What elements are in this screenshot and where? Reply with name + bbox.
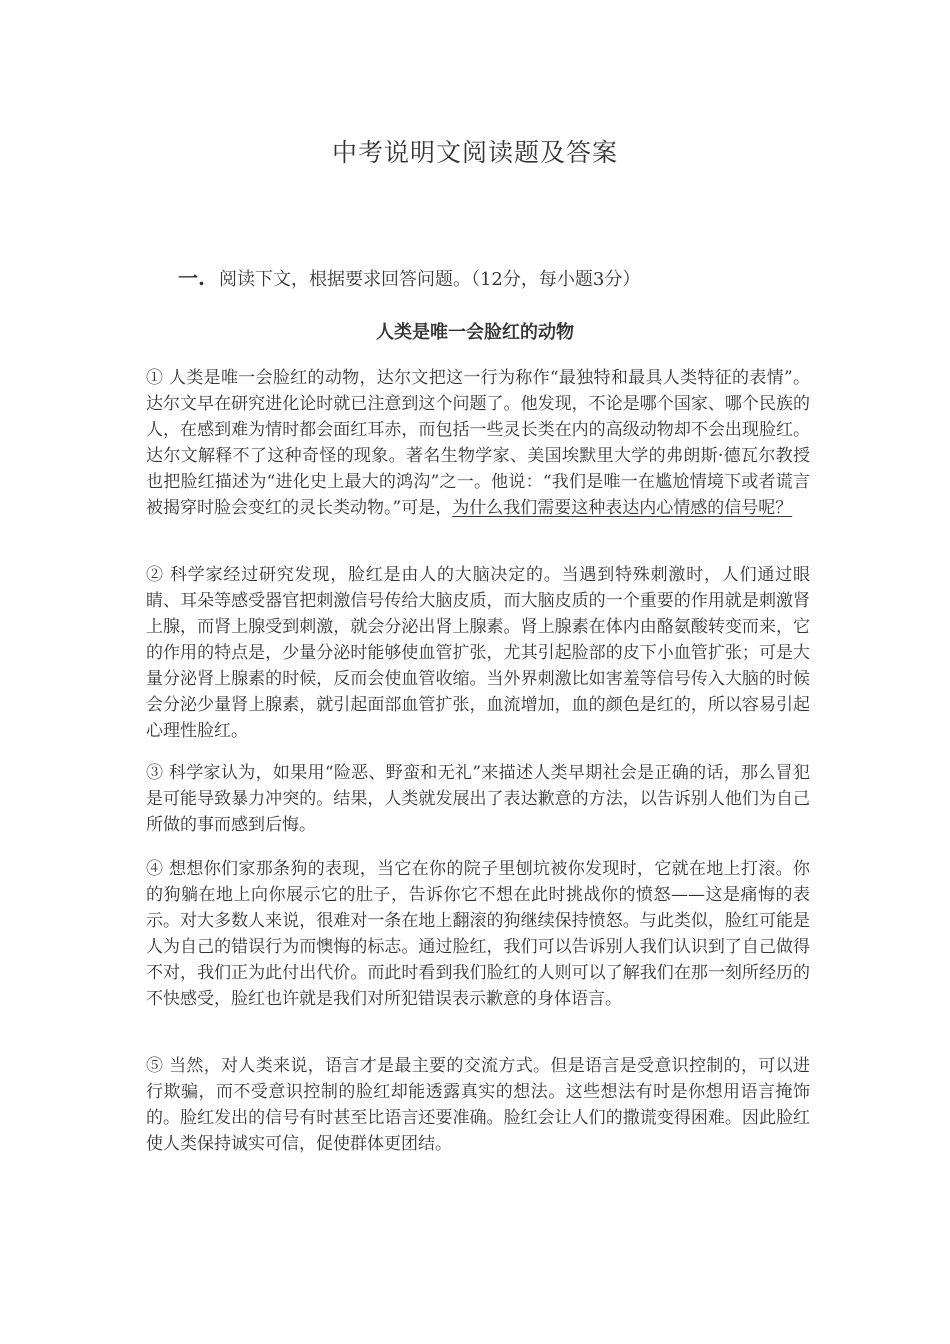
paragraph-1-text: ① 人类是唯一会脸红的动物，达尔文把这一行为称作“最独特和最具人类特征的表情”。达尔文早在研究进化论时就已注意到这个问题了。他发现，不论是哪个国家、哪个民族的人，在感到难为情时都会面红耳赤，而包括一些灵长类在内的高级动物却不会出现脸红。达尔文解释不了这种奇怪的现象。著名生物学家、美国埃默里大学的弗朗斯·德瓦尔教授也把脸红描述为“进化史上最大的鸿沟”之一。他说：“我们是唯一在尴尬情境下或者谎言被揭穿时脸会变红的灵长类动物。”可是， <box>146 368 810 518</box>
article-title: 人类是唯一会脸红的动物 <box>376 322 574 343</box>
page-title: 中考说明文阅读题及答案 <box>331 138 618 167</box>
section-heading <box>178 262 640 291</box>
paragraph-2: ② 科学家经过研究发现，脸红是由人的大脑决定的。当遇到特殊刺激时，人们通过眼睛、耳朵等感受器官把刺激信号传给大脑皮质，而大脑皮质的一个重要的作用就是刺激肾上腺，而肾上腺受到刺激，就会分泌出肾上腺素。肾上腺素在体内由酪氨酸转变而来，它的作用的特点是，少量分泌时能够使血管扩张，尤其引起脸部的皮下小血管扩张；可是大量分泌肾上腺素的时候，反而会使血管收缩。当外界刺激比如害羞等信号传入大脑的时候会分泌少量肾上腺素，就引起面部血管扩张，血流增加，血的颜色是红的，所以容易引起心理性脸红。 <box>146 565 810 741</box>
paragraph-4: ④ 想想你们家那条狗的表现，当它在你的院子里刨坑被你发现时，它就在地上打滚。你的狗躺在地上向你展示它的肚子，告诉你它不想在此时挑战你的愤怒——这是痛悔的表示。对大多数人来说，很难对一条在地上翻滚的狗继续保持愤怒。与此类似，脸红可能是人为自己的错误行为而懊悔的标志。通过脸红，我们可以告诉别人我们认识到了自己做得不对，我们正为此付出代价。而此时看到我们脸红的人则可以了解我们在那一刻所经历的不快感受，脸红也许就是我们对所犯错误表示歉意的身体语言。 <box>146 859 810 1009</box>
underlined-question: 为什么我们需要这种表达内心情感的信号呢？ <box>452 498 793 518</box>
paragraph-5: ⑤ 当然，对人类来说，语言才是最主要的交流方式。但是语言是受意识控制的，可以进行欺骗，而不受意识控制的脸红却能透露真实的想法。这些想法有时是你想用语言掩饰的。脸红发出的信号有时甚至比语言还要准确。脸红会让人们的撒谎变得困难。因此脸红使人类保持诚实可信，促使群体更团结。 <box>146 1056 810 1154</box>
paragraph-1 <box>146 365 810 521</box>
section-instruction: 阅读下文，根据要求回答问题。（12分，每小题3分） <box>218 269 641 290</box>
section-number: 一. <box>178 266 205 290</box>
paragraph-3: ③ 科学家认为，如果用“险恶、野蛮和无礼”来描述人类早期社会是正确的话，那么冒犯是可能导致暴力冲突的。结果，人类就发展出了表达歉意的方法，以告诉别人他们为自己所做的事而感到后悔。 <box>146 763 810 835</box>
